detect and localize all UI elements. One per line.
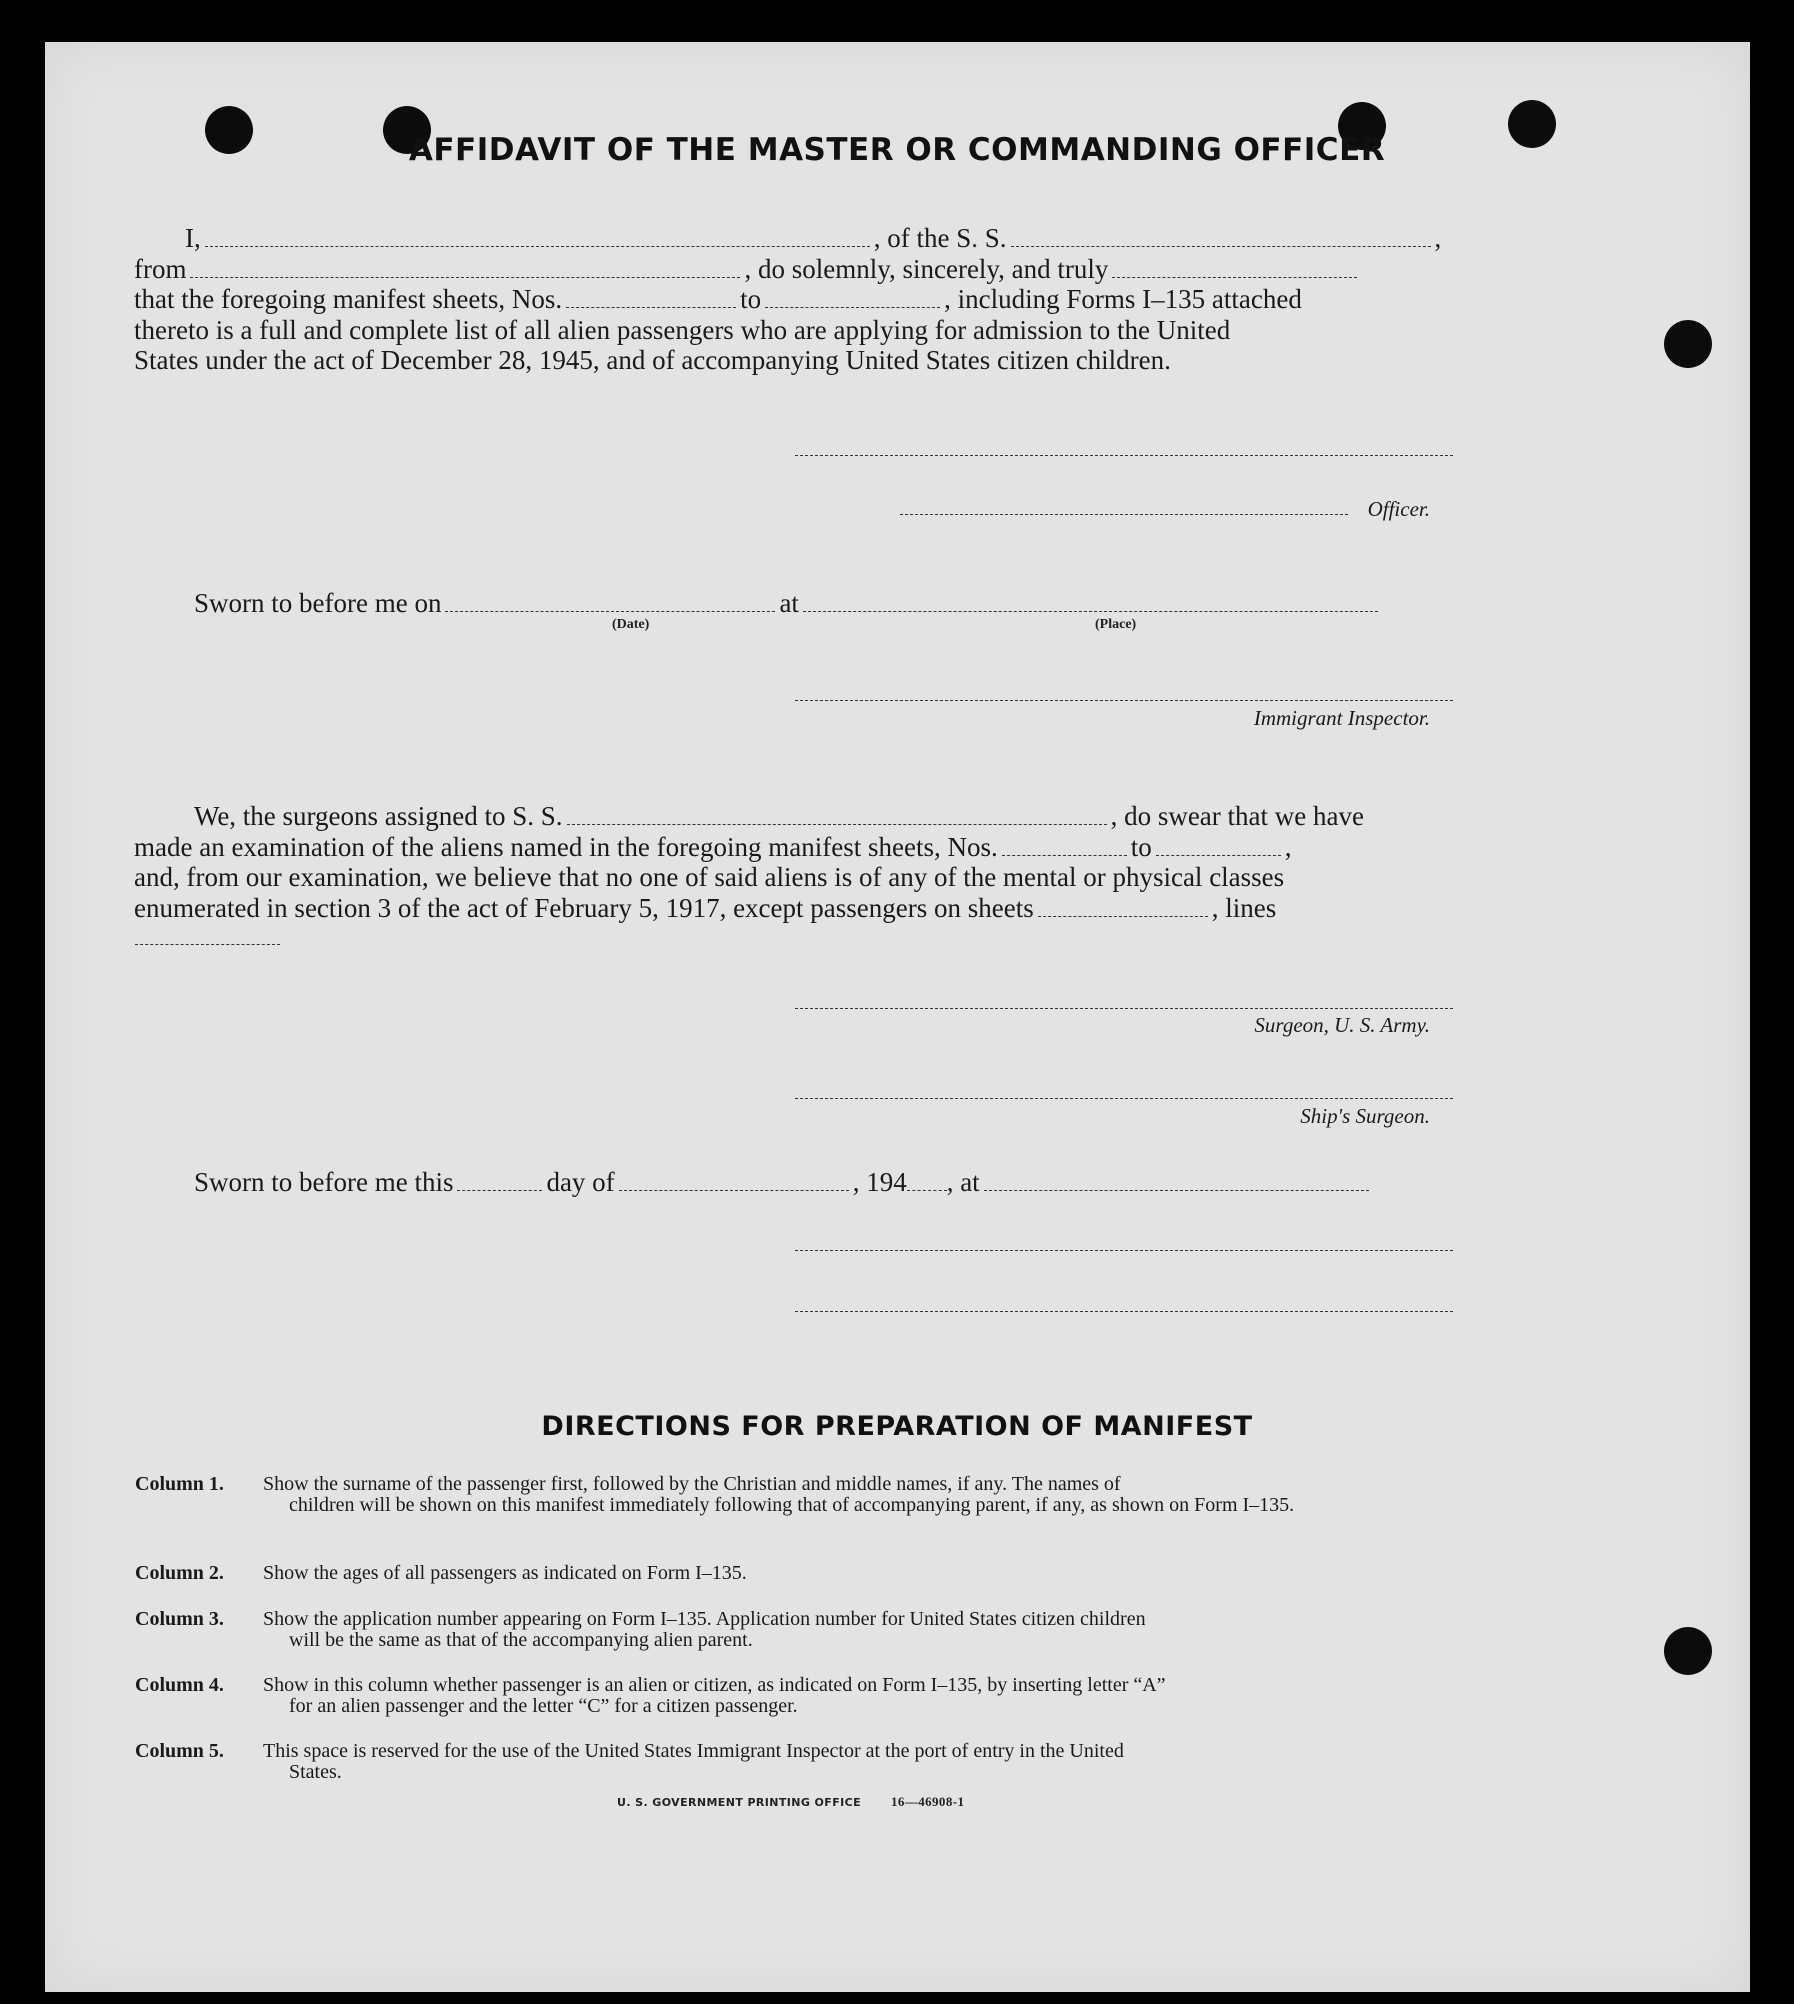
official-signature-line[interactable] — [795, 1250, 1453, 1251]
sworn-line-1: Sworn to before me on at — [194, 588, 1382, 619]
sworn-month-field[interactable] — [619, 1170, 849, 1191]
officer-label: Officer. — [1367, 497, 1430, 521]
sworn-day-field[interactable] — [457, 1170, 542, 1191]
officer-signature-line[interactable] — [900, 514, 1348, 515]
surgeons-line-4: enumerated in section 3 of the act of February 5, 1917, except passengers on sheets , lines — [134, 893, 1277, 923]
name-field[interactable] — [205, 226, 870, 247]
ship-field[interactable] — [1011, 226, 1431, 247]
lines-field[interactable] — [135, 944, 280, 945]
directions-title: DIRECTIONS FOR PREPARATION OF MANIFEST — [541, 1411, 1253, 1442]
affidavit-title: AFFIDAVIT OF THE MASTER OR COMMANDING OFFICER — [408, 132, 1386, 168]
ship-surgeon-label: Ship's Surgeon. — [1300, 1104, 1430, 1128]
direction-column-5: Column 5. This space is reserved for the use of the United States Immigrant Inspector at the port of entry in the United States. — [135, 1740, 1124, 1783]
surgeons-sheet-to-field[interactable] — [1156, 835, 1281, 856]
date-caption: (Date) — [612, 617, 650, 632]
sheet-to-field[interactable] — [765, 287, 940, 308]
form-code: 16—46908-1 — [891, 1794, 965, 1809]
swear-field[interactable] — [1112, 257, 1357, 278]
surgeons-ship-field[interactable] — [567, 804, 1107, 825]
sworn-place-field[interactable] — [803, 591, 1378, 612]
sworn-place-field-2[interactable] — [984, 1170, 1369, 1191]
surgeons-line-1: We, the surgeons assigned to S. S. , do swear that we have — [194, 801, 1364, 831]
signature-line[interactable] — [795, 455, 1453, 456]
army-surgeon-signature-line[interactable] — [795, 1008, 1453, 1009]
affidavit-line-4: thereto is a full and complete list of all alien passengers who are applying for admission to the United — [134, 315, 1231, 345]
direction-column-2: Column 2. Show the ages of all passengers as indicated on Form I–135. — [135, 1562, 747, 1584]
army-surgeon-label: Surgeon, U. S. Army. — [1254, 1013, 1430, 1037]
inspector-signature-line[interactable] — [795, 700, 1453, 701]
surgeons-sheet-from-field[interactable] — [1002, 835, 1127, 856]
punch-hole — [1664, 1627, 1712, 1675]
punch-hole — [1664, 320, 1712, 368]
from-field[interactable] — [190, 257, 740, 278]
affidavit-line-1: I, , of the S. S. , — [185, 223, 1442, 253]
surgeons-line-3: and, from our examination, we believe that no one of said aliens is of any of the mental or physical classes — [134, 862, 1285, 892]
surgeons-line-2: made an examination of the aliens named in the foregoing manifest sheets, Nos. to , — [134, 832, 1292, 862]
sworn-line-2: Sworn to before me this day of , 194 , at — [194, 1167, 1373, 1198]
sworn-date-field[interactable] — [445, 591, 775, 612]
direction-column-4: Column 4. Show in this column whether passenger is an alien or citizen, as indicated on Form I–135, by inserting letter “A” for an alien passenger and the letter “C” for a citizen passenger. — [135, 1674, 1166, 1717]
inspector-label: Immigrant Inspector. — [1253, 706, 1430, 730]
except-sheets-field[interactable] — [1038, 896, 1208, 917]
affidavit-line-5: States under the act of December 28, 1945, and of accompanying United States citizen children. — [134, 345, 1171, 375]
place-caption: (Place) — [1095, 617, 1137, 632]
affidavit-line-3: that the foregoing manifest sheets, Nos. to , including Forms I–135 attached — [134, 284, 1302, 314]
sheet-from-field[interactable] — [566, 287, 736, 308]
direction-column-3: Column 3. Show the application number appearing on Form I–135. Application number for United States citizen children will be the same as that of the accompanying alien parent. — [135, 1608, 1146, 1651]
direction-column-1: Column 1. Show the surname of the passenger first, followed by the Christian and middle names, if any. The names of children will be shown on this manifest immediately following that of accompanying parent, if any, as shown on Form I–135. — [135, 1473, 1295, 1516]
sworn-year-field[interactable] — [907, 1170, 947, 1191]
official-title-line[interactable] — [795, 1311, 1453, 1312]
affidavit-line-2: from , do solemnly, sincerely, and truly — [134, 254, 1361, 285]
printing-office-footer: U. S. GOVERNMENT PRINTING OFFICE 16—46908-1 — [617, 1794, 965, 1809]
ship-surgeon-signature-line[interactable] — [795, 1098, 1453, 1099]
